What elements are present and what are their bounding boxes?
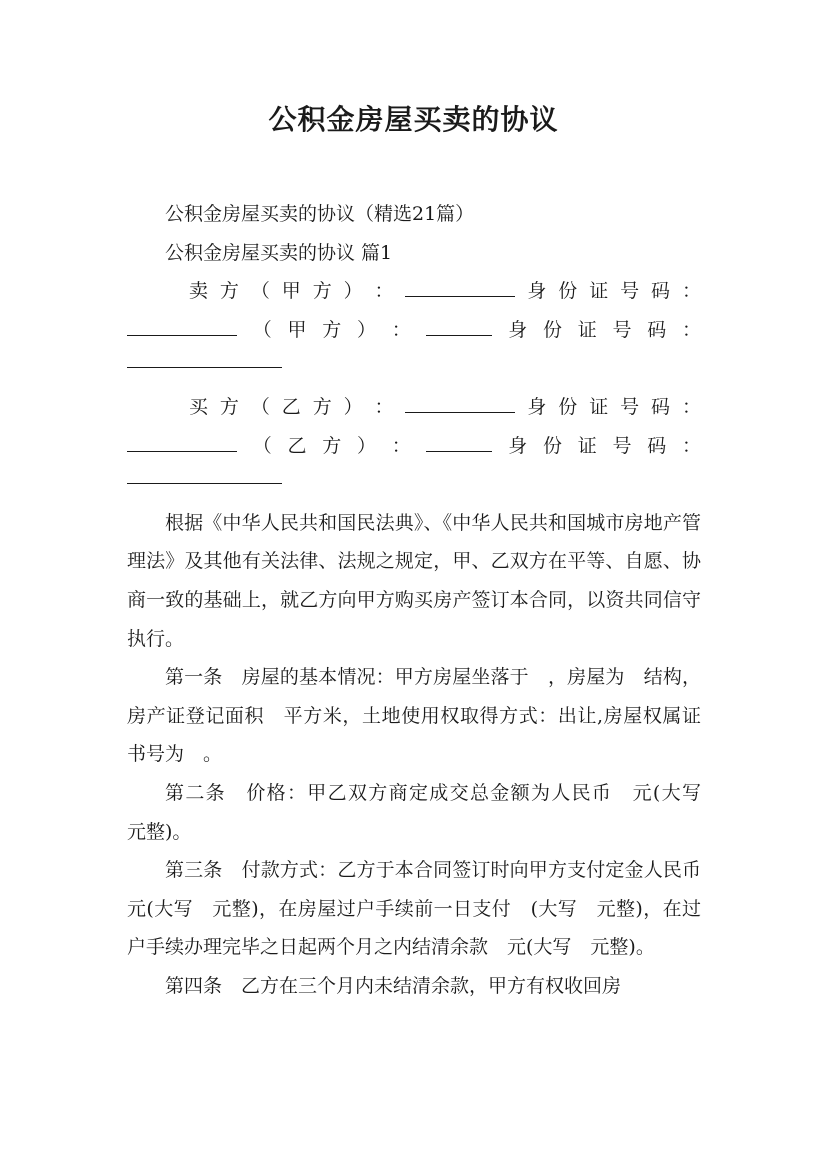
seller-line-1 xyxy=(127,272,701,311)
seller-id-label-char: 号 xyxy=(620,280,640,303)
buyer-id-label-char: 份 xyxy=(558,395,578,418)
buyer-line2-char: 码 xyxy=(647,434,667,457)
buyer-line2-char: ： xyxy=(391,434,411,457)
paragraph-basis: 根据《中华人民共和国民法典》、《中华人民共和国城市房地产管理法》及其他有关法律、法规之规定，甲、乙双方在平等、自愿、协商一致的基础上，就乙方向甲方购买房产签订本合同，以资共同信守执行。 xyxy=(127,511,701,650)
seller-agent-blank xyxy=(426,317,492,336)
buyer-agent-blank xyxy=(426,433,492,452)
buyer-id-label-char: ： xyxy=(681,395,701,418)
paragraph-article-4: 第四条 乙方在三个月内未结清余款，甲方有权收回房 xyxy=(165,974,622,997)
buyer-label-char: ） xyxy=(343,395,363,418)
section-line: 公积金房屋买卖的协议 篇1 xyxy=(165,241,393,264)
seller-label-char: ： xyxy=(374,280,394,303)
seller-id-label-char: ： xyxy=(681,280,701,303)
seller-line2-char: ： xyxy=(391,318,411,341)
buyer-label-char: （ xyxy=(250,395,270,418)
buyer-line2-char: ： xyxy=(681,434,701,457)
paragraph-article-2: 第二条 价格：甲乙双方商定成交总金额为人民币 元(大写 元整)。 xyxy=(127,781,721,843)
buyer-line2-char: （ xyxy=(252,434,272,457)
seller-agent-id-blank xyxy=(127,349,282,368)
buyer-line2-char: 号 xyxy=(612,434,632,457)
buyer-id-label-char: 号 xyxy=(620,395,640,418)
buyer-label-char: 方 xyxy=(312,395,332,418)
buyer-name-blank xyxy=(405,394,515,413)
document-title: 公积金房屋买卖的协议 xyxy=(268,103,559,136)
seller-line2-char: 甲 xyxy=(287,318,307,341)
buyer-line2-char: 方 xyxy=(322,434,342,457)
buyer-id-label-char: 码 xyxy=(651,395,671,418)
buyer-label-char: 方 xyxy=(219,395,239,418)
buyer-line-2 xyxy=(127,427,701,466)
seller-label-char: 甲 xyxy=(281,280,301,303)
seller-label-char: 卖 xyxy=(189,280,209,303)
buyer-line-1 xyxy=(127,388,701,427)
seller-line2-char: 份 xyxy=(542,318,562,341)
seller-line2-char: 证 xyxy=(577,318,597,341)
seller-line2-char: 码 xyxy=(647,318,667,341)
seller-line2-char: （ xyxy=(252,318,272,341)
seller-line-3 xyxy=(127,349,701,388)
document-body xyxy=(127,195,721,1005)
seller-line2-char: 身 xyxy=(508,318,528,341)
seller-label-char: 方 xyxy=(219,280,239,303)
buyer-line2-char: ） xyxy=(356,434,376,457)
seller-id-label-char: 码 xyxy=(651,280,671,303)
buyer-id-label-char: 证 xyxy=(589,395,609,418)
buyer-line-3 xyxy=(127,465,701,504)
paragraph-article-3: 第三条 付款方式：乙方于本合同签订时向甲方支付定金人民币 元(大写 元整)，在房屋过户手续前一日支付 (大写 元整)，在过户手续办理完毕之日起两个月之内结清余款 元(大写 元整)。 xyxy=(127,859,721,959)
buyer-id-blank xyxy=(127,433,237,452)
seller-id-label-char: 证 xyxy=(589,280,609,303)
paragraph-article-1: 第一条 房屋的基本情况：甲方房屋坐落于 ，房屋为 结构，房产证登记面积 平方米，土地使用权取得方式：出让,房屋权属证书号为 。 xyxy=(127,666,701,766)
seller-label-char: 方 xyxy=(312,280,332,303)
intro-line: 公积金房屋买卖的协议（精选21篇） xyxy=(165,203,475,225)
buyer-line2-char: 证 xyxy=(577,434,597,457)
seller-line2-char: ） xyxy=(356,318,376,341)
seller-label-char: （ xyxy=(250,280,270,303)
seller-line2-char: 号 xyxy=(612,318,632,341)
seller-line2-char: 方 xyxy=(322,318,342,341)
buyer-label-char: 乙 xyxy=(281,395,301,418)
seller-id-label-char: 份 xyxy=(558,280,578,303)
seller-label-char: ） xyxy=(343,280,363,303)
seller-name-blank xyxy=(405,278,515,297)
buyer-line2-char: 份 xyxy=(542,434,562,457)
seller-id-label-char: 身 xyxy=(527,280,547,303)
seller-id-blank xyxy=(127,317,237,336)
buyer-label-char: ： xyxy=(374,395,394,418)
seller-line-2 xyxy=(127,311,701,350)
buyer-line2-char: 身 xyxy=(508,434,528,457)
seller-line2-char: ： xyxy=(681,318,701,341)
buyer-line2-char: 乙 xyxy=(287,434,307,457)
buyer-agent-id-blank xyxy=(127,465,282,484)
buyer-label-char: 买 xyxy=(189,395,209,418)
buyer-id-label-char: 身 xyxy=(527,395,547,418)
